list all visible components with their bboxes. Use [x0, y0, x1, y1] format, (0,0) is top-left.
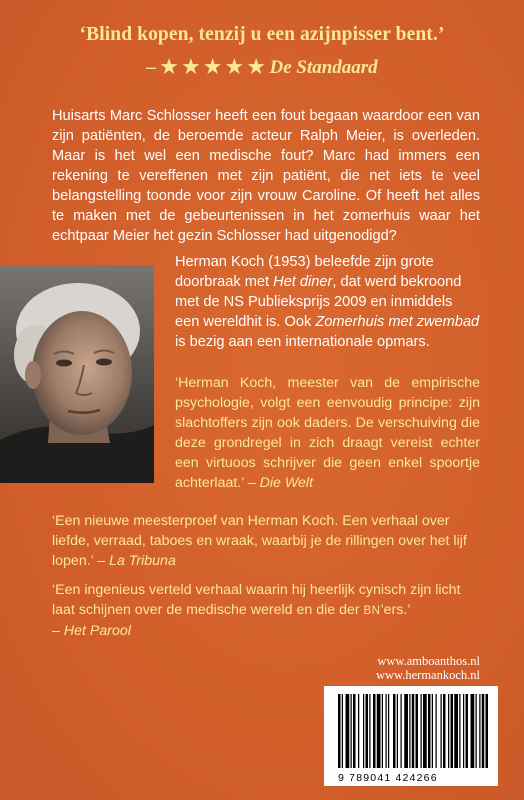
- website-link-amboanthos[interactable]: www.amboanthos.nl: [377, 654, 480, 668]
- review-text-end: ’ers.’: [380, 602, 411, 618]
- barcode-bar: [404, 694, 408, 768]
- website-link-hermankoch[interactable]: www.hermankoch.nl: [375, 668, 480, 682]
- barcode-bar: [482, 694, 485, 768]
- review-quote-la-tribuna: [52, 511, 482, 571]
- barcode-bar: [386, 694, 387, 768]
- barcode-bar: [351, 694, 352, 768]
- barcode-bar: [466, 694, 469, 768]
- author-portrait-icon: [0, 265, 154, 483]
- barcode-bar: [397, 694, 398, 768]
- review-text: ‘Een nieuwe meesterproef van Herman Koch. Een verhaal over liefde, verraad, taboes en wraak, waarbij je de rillingen over het lijf lopen.’ –: [52, 513, 467, 569]
- rating-stars: – ★ ★ ★ ★ ★: [146, 57, 265, 78]
- review-source: Het Parool: [63, 623, 131, 639]
- barcode-bar: [443, 694, 446, 768]
- author-photo: [0, 265, 154, 483]
- barcode-bar: [338, 694, 341, 768]
- book-summary: Huisarts Marc Schlosser heeft een fout begaan waardoor een van zijn patiënten, de beroemde acteur Ralph Meier, is overleden. Maar is het wel een medische fout? Marc had immers een rekening te vereffenen met zijn patiënt, die net iets te veel belangstelling toonde voor zijn vrouw Caroline. Of heeft het alles te maken met de gebeurtenissen in het zomerhuis waar het echtpaar Meier het gezin Schlosser had uitgenodigd?: [52, 108, 480, 244]
- barcode-bar: [428, 694, 431, 768]
- barcode-bar: [459, 694, 460, 768]
- headline-quote: ‘Blind kopen, tenzij u een azijnpisser bent.’: [79, 24, 445, 45]
- barcode-bar: [377, 694, 381, 768]
- barcode-bar: [479, 694, 480, 768]
- bio-text-1: Herman Koch (1953) beleefde zijn grote doorbraak met: [175, 254, 434, 290]
- review-text: ‘Een ingenieus verteld verhaal waarin hij heerlijk cynisch zijn licht laat schijnen over de medische wereld en die der: [52, 582, 461, 618]
- barcode-bar: [393, 694, 396, 768]
- barcode-bar: [416, 694, 419, 768]
- barcode-bar: [421, 694, 422, 768]
- barcode-bar: [448, 694, 449, 768]
- barcode-bar: [486, 694, 489, 768]
- review-dash: –: [52, 623, 64, 639]
- headline-attribution: [0, 56, 524, 79]
- review-text-smallcaps: BN: [363, 605, 381, 617]
- barcode-bar: [366, 694, 369, 768]
- barcode-bar: [454, 694, 458, 768]
- bio-text-2: , dat werd bekroond met de NS Publieksprijs 2009 en inmiddels een wereldhit is. Ook: [175, 274, 462, 330]
- bio-text-3: is bezig aan een internationale opmars.: [175, 334, 430, 350]
- author-bio: [175, 252, 480, 352]
- review-quote-die-welt: [175, 373, 480, 493]
- barcode-bar: [363, 694, 364, 768]
- barcode-bar: [346, 694, 350, 768]
- barcode-bar: [409, 694, 410, 768]
- barcode-bar: [463, 694, 464, 768]
- review-text: ‘Herman Koch, meester van de empirische psychologie, volgt een eenvoudig principe: zijn slachtoffers zijn ook daders. De verschuiving die deze grondregel in zich draagt vereist echter een virtuoos schrijver die geen enkel spoortje achterlaat.’ –: [175, 375, 480, 491]
- barcode-bar: [441, 694, 442, 768]
- barcode-bar: [476, 694, 477, 768]
- barcode-bar: [369, 694, 370, 768]
- websites: [332, 654, 480, 682]
- barcode-bar: [436, 694, 437, 768]
- barcode-bar: [373, 694, 376, 768]
- barcode-bar: [471, 694, 475, 768]
- barcode-bar: [412, 694, 415, 768]
- barcode-bar: [401, 694, 402, 768]
- review-quote-het-parool: [52, 580, 482, 641]
- headline-source: De Standaard: [269, 57, 378, 78]
- barcode-bar: [382, 694, 383, 768]
- barcode-icon: [324, 686, 498, 786]
- review-source: La Tribuna: [109, 553, 176, 569]
- barcode-bar: [388, 694, 389, 768]
- barcode-bar: [342, 694, 343, 768]
- isbn-number: 9 789041 424266: [338, 772, 438, 784]
- barcode-bar: [432, 694, 433, 768]
- barcode-bar: [423, 694, 427, 768]
- barcode-bar: [353, 694, 356, 768]
- barcode-bar: [358, 694, 359, 768]
- barcode-bar: [451, 694, 454, 768]
- review-source: Die Welt: [259, 475, 314, 491]
- bio-book-title-1: Het diner: [273, 274, 333, 290]
- isbn-barcode: [324, 686, 498, 786]
- bio-book-title-2: Zomerhuis met zwembad: [315, 314, 480, 330]
